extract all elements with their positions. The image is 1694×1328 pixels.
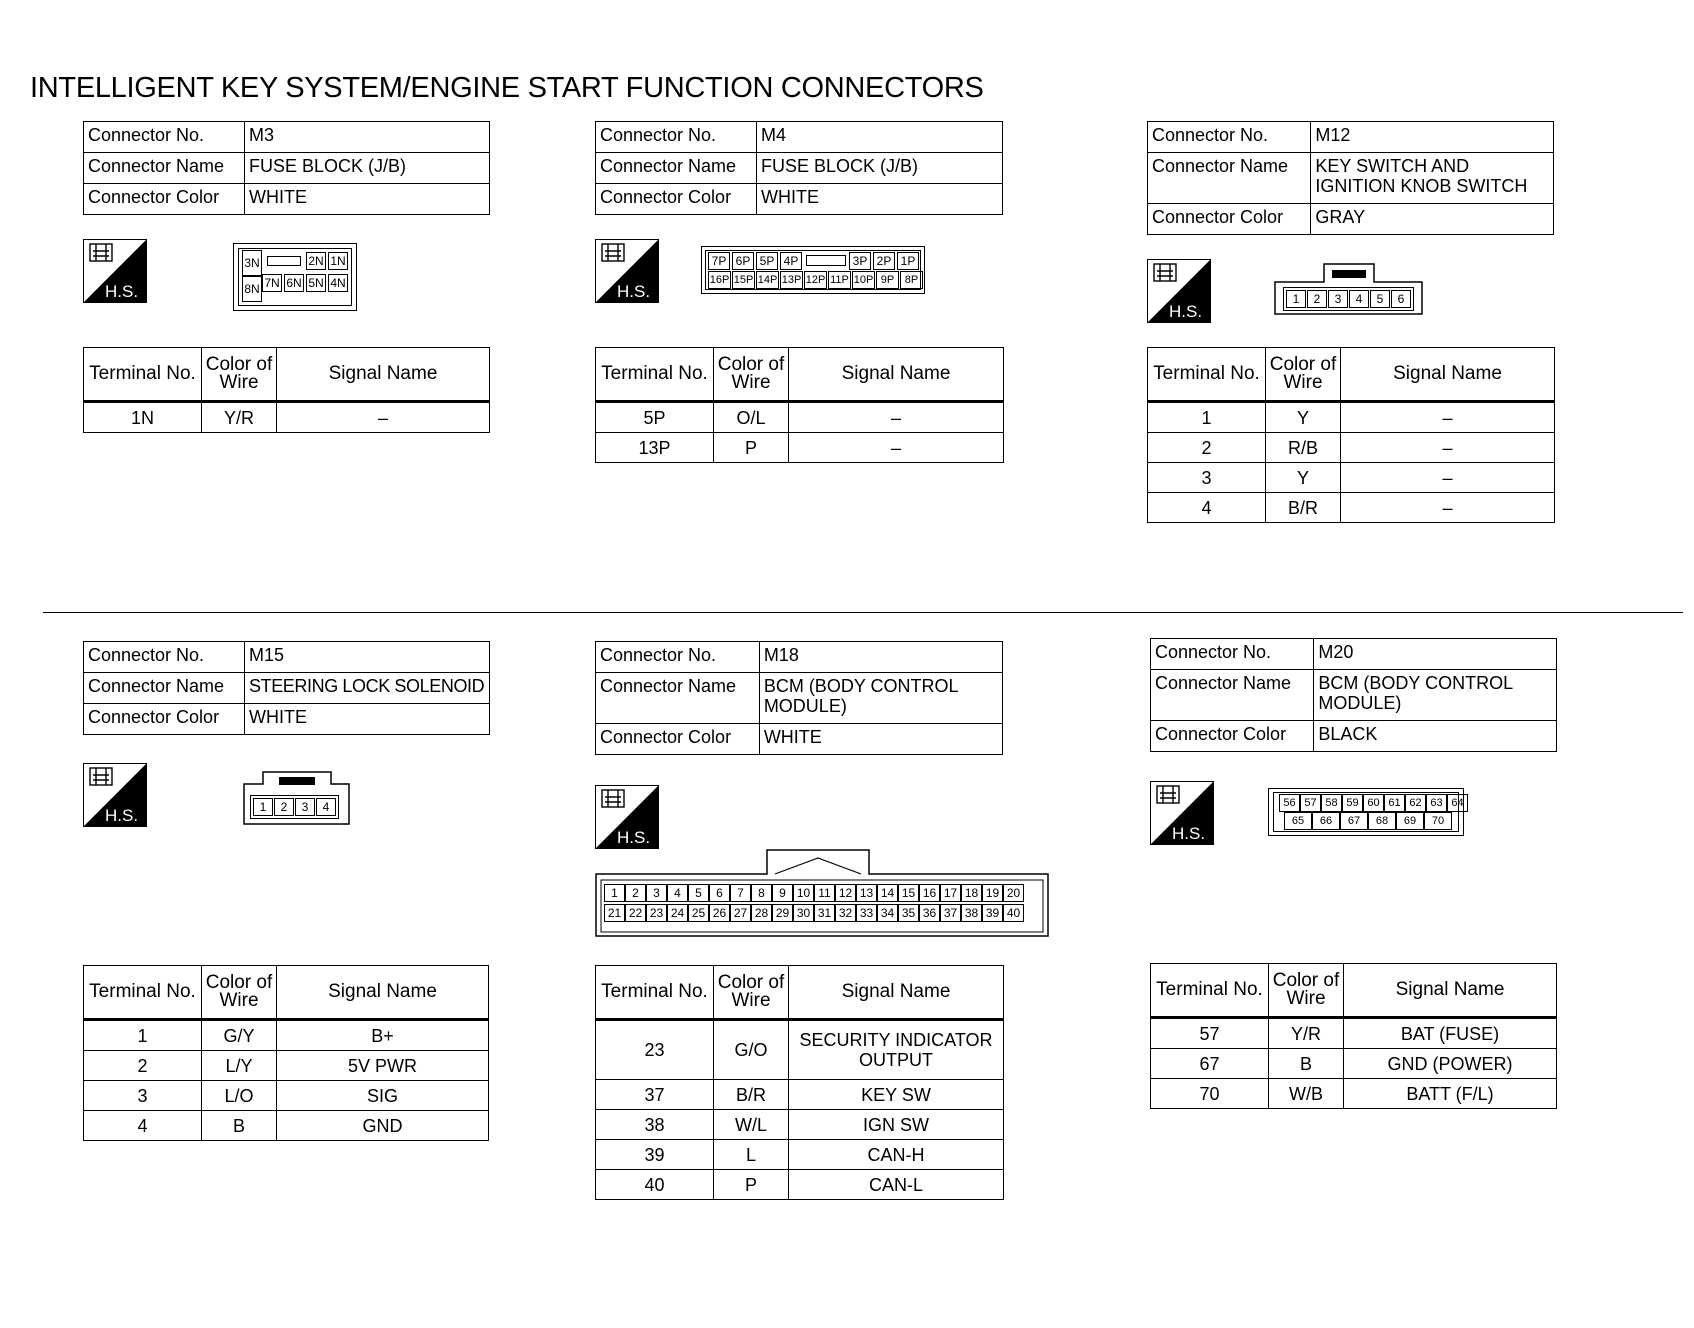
connector-color-label: Connector Color	[1148, 204, 1311, 235]
wire-color-header: Color of Wire	[714, 966, 789, 1020]
connector-name-value: FUSE BLOCK (J/B)	[757, 153, 1003, 184]
connector-color-value: WHITE	[245, 184, 490, 215]
pin: 3N	[242, 250, 262, 276]
signal-name: –	[277, 402, 490, 433]
pin-row-bottom	[1284, 812, 1452, 830]
connector-info-m20	[1150, 638, 1557, 752]
signal-name-header: Signal Name	[277, 348, 490, 402]
pin: 3	[295, 798, 315, 816]
pin: 13	[856, 884, 877, 902]
signal-name: BATT (F/L)	[1344, 1079, 1557, 1109]
latch	[806, 255, 846, 266]
terminal-no-header: Terminal No.	[84, 966, 202, 1020]
terminal-no: 4	[1148, 493, 1266, 523]
pin: 29	[772, 904, 793, 922]
hs-label: H.S.	[617, 828, 651, 847]
connector-name-value: BCM (BODY CONTROL MODULE)	[759, 673, 1002, 724]
harness-side-icon	[1150, 781, 1214, 845]
signal-name: BAT (FUSE)	[1344, 1018, 1557, 1049]
pin: 17	[940, 884, 961, 902]
pin-row-bottom	[708, 271, 923, 289]
pin: 4P	[780, 252, 802, 270]
pin: 9	[772, 884, 793, 902]
terminal-no-header: Terminal No.	[1148, 348, 1266, 402]
connector-face-m3	[233, 243, 357, 311]
signal-name: –	[1341, 463, 1555, 493]
terminal-no: 2	[84, 1051, 202, 1081]
connector-color-value: WHITE	[757, 184, 1003, 215]
table-row	[596, 1020, 1004, 1080]
signal-name: –	[1341, 433, 1555, 463]
pin: 59	[1342, 794, 1363, 812]
terminal-no-header: Terminal No.	[596, 348, 714, 402]
pin: 4	[316, 798, 336, 816]
wire-color: B/R	[1266, 493, 1341, 523]
signal-name: B+	[277, 1020, 489, 1051]
pin: 69	[1396, 812, 1424, 830]
harness-side-icon	[1147, 259, 1211, 323]
table-row	[1151, 1049, 1557, 1079]
connector-no-value: M18	[759, 642, 1002, 673]
pin: 2N	[306, 252, 326, 270]
terminal-no: 70	[1151, 1079, 1269, 1109]
wire-color: L/Y	[202, 1051, 277, 1081]
terminal-table-m18	[595, 965, 1004, 1200]
signal-name: GND	[277, 1111, 489, 1141]
terminal-no: 67	[1151, 1049, 1269, 1079]
connector-color-label: Connector Color	[596, 184, 757, 215]
pin: 5P	[756, 252, 778, 270]
pin: 60	[1363, 794, 1384, 812]
table-row	[1151, 1018, 1557, 1049]
connector-no-label: Connector No.	[84, 122, 245, 153]
connector-info-m3	[83, 121, 490, 215]
terminal-no: 38	[596, 1110, 714, 1140]
pin: 2	[274, 798, 294, 816]
signal-name: SIG	[277, 1081, 489, 1111]
pin: 6	[1391, 290, 1411, 308]
terminal-no-header: Terminal No.	[596, 966, 714, 1020]
pin: 10P	[852, 271, 875, 289]
pin: 66	[1312, 812, 1340, 830]
terminal-no: 3	[84, 1081, 202, 1111]
pin: 24	[667, 904, 688, 922]
connector-no-value: M3	[245, 122, 490, 153]
terminal-table-m15	[83, 965, 489, 1141]
connector-color-value: GRAY	[1311, 204, 1554, 235]
pin: 12	[835, 884, 856, 902]
table-row	[596, 1110, 1004, 1140]
terminal-table-m20	[1150, 963, 1557, 1109]
latch	[267, 256, 301, 266]
connector-no-value: M4	[757, 122, 1003, 153]
wire-color-header: Color of Wire	[714, 348, 789, 402]
signal-name: GND (POWER)	[1344, 1049, 1557, 1079]
wire-color: Y/R	[202, 402, 277, 433]
terminal-no: 13P	[596, 433, 714, 463]
pin: 11	[814, 884, 835, 902]
wire-color: L/O	[202, 1081, 277, 1111]
connector-color-value: BLACK	[1314, 721, 1557, 752]
connector-face-m20	[1268, 788, 1464, 836]
wire-color-header: Color of Wire	[202, 348, 277, 402]
terminal-no: 1	[1148, 402, 1266, 433]
pin: 35	[898, 904, 919, 922]
pin: 5	[688, 884, 709, 902]
connector-no-label: Connector No.	[84, 642, 245, 673]
wire-color: G/O	[714, 1020, 789, 1080]
table-row	[84, 1051, 489, 1081]
pin: 67	[1340, 812, 1368, 830]
pin: 6N	[284, 274, 304, 292]
harness-side-icon	[595, 239, 659, 303]
section-divider	[43, 612, 1683, 613]
harness-side-icon	[83, 763, 147, 827]
connector-name-value: KEY SWITCH AND IGNITION KNOB SWITCH	[1311, 153, 1554, 204]
terminal-no: 39	[596, 1140, 714, 1170]
signal-name: CAN-H	[789, 1140, 1004, 1170]
wire-color: Y	[1266, 463, 1341, 493]
pin: 7N	[262, 274, 282, 292]
wire-color: P	[714, 1170, 789, 1200]
terminal-no: 1N	[84, 402, 202, 433]
terminal-table-m4	[595, 347, 1004, 463]
hs-label: H.S.	[1169, 302, 1203, 321]
terminal-no-header: Terminal No.	[1151, 964, 1269, 1018]
table-row	[1148, 433, 1555, 463]
connector-name-value: FUSE BLOCK (J/B)	[245, 153, 490, 184]
signal-name: –	[789, 433, 1004, 463]
table-row	[596, 1140, 1004, 1170]
pin: 56	[1279, 794, 1300, 812]
connector-name-label: Connector Name	[596, 673, 760, 724]
connector-no-label: Connector No.	[1151, 639, 1314, 670]
wire-color-header: Color of Wire	[1266, 348, 1341, 402]
pin: 11P	[828, 271, 851, 289]
pin: 3	[1328, 290, 1348, 308]
connector-no-value: M12	[1311, 122, 1554, 153]
pin: 8	[751, 884, 772, 902]
connector-name-label: Connector Name	[596, 153, 757, 184]
table-row	[596, 402, 1004, 433]
wire-color: R/B	[1266, 433, 1341, 463]
pin: 1	[253, 798, 273, 816]
pin: 2	[625, 884, 646, 902]
terminal-table-m12	[1147, 347, 1555, 523]
connector-color-label: Connector Color	[84, 704, 245, 735]
pin: 15P	[732, 271, 755, 289]
connector-color-label: Connector Color	[596, 724, 760, 755]
pin: 70	[1424, 812, 1452, 830]
wire-color: B/R	[714, 1080, 789, 1110]
pin: 30	[793, 904, 814, 922]
pin: 1	[604, 884, 625, 902]
terminal-no: 37	[596, 1080, 714, 1110]
table-row	[1151, 1079, 1557, 1109]
signal-name: KEY SW	[789, 1080, 1004, 1110]
pin: 12P	[804, 271, 827, 289]
signal-name: CAN-L	[789, 1170, 1004, 1200]
pin: 14P	[756, 271, 779, 289]
pin: 33	[856, 904, 877, 922]
connector-no-value: M20	[1314, 639, 1557, 670]
hs-label: H.S.	[1172, 824, 1206, 843]
table-row	[84, 1111, 489, 1141]
signal-name-header: Signal Name	[789, 966, 1004, 1020]
pin: 7	[730, 884, 751, 902]
pin: 31	[814, 904, 835, 922]
pin: 13P	[780, 271, 803, 289]
terminal-no: 5P	[596, 402, 714, 433]
pin: 2	[1307, 290, 1327, 308]
wire-color: Y/R	[1269, 1018, 1344, 1049]
signal-name: –	[1341, 493, 1555, 523]
wire-color: G/Y	[202, 1020, 277, 1051]
terminal-no: 2	[1148, 433, 1266, 463]
terminal-no: 40	[596, 1170, 714, 1200]
connector-color-value: WHITE	[245, 704, 490, 735]
connector-face-m18	[604, 884, 1024, 922]
pin: 57	[1300, 794, 1321, 812]
terminal-no: 3	[1148, 463, 1266, 493]
connector-name-label: Connector Name	[1148, 153, 1311, 204]
wire-color: B	[1269, 1049, 1344, 1079]
pin: 15	[898, 884, 919, 902]
table-row	[1148, 402, 1555, 433]
hs-label: H.S.	[105, 806, 139, 825]
signal-name: 5V PWR	[277, 1051, 489, 1081]
connector-face-m15	[250, 795, 339, 819]
signal-name-header: Signal Name	[789, 348, 1004, 402]
pin: 64	[1447, 794, 1468, 812]
wire-color-header: Color of Wire	[202, 966, 277, 1020]
pin-row-top	[1279, 794, 1468, 812]
pin: 39	[982, 904, 1003, 922]
table-row	[596, 1080, 1004, 1110]
wire-color-header: Color of Wire	[1269, 964, 1344, 1018]
connector-no-label: Connector No.	[596, 122, 757, 153]
connector-name-label: Connector Name	[84, 153, 245, 184]
pin: 6P	[732, 252, 754, 270]
table-row	[1148, 463, 1555, 493]
connector-color-label: Connector Color	[84, 184, 245, 215]
pin: 1N	[328, 252, 348, 270]
terminal-table-m3	[83, 347, 490, 433]
connector-info-m15	[83, 641, 490, 735]
signal-name-header: Signal Name	[277, 966, 489, 1020]
wire-color: W/B	[1269, 1079, 1344, 1109]
pin: 7P	[708, 252, 730, 270]
connector-color-value: WHITE	[759, 724, 1002, 755]
signal-name: SECURITY INDICATOR OUTPUT	[789, 1020, 1004, 1080]
connector-info-m12	[1147, 121, 1554, 235]
pin: 34	[877, 904, 898, 922]
pin: 10	[793, 884, 814, 902]
table-row	[1148, 493, 1555, 523]
table-row	[84, 1081, 489, 1111]
pin: 4	[667, 884, 688, 902]
pin: 27	[730, 904, 751, 922]
connector-no-label: Connector No.	[1148, 122, 1311, 153]
pin: 1	[1286, 290, 1306, 308]
pin: 28	[751, 904, 772, 922]
connector-face-m12	[1283, 287, 1414, 311]
pin: 21	[604, 904, 625, 922]
connector-name-label: Connector Name	[84, 673, 245, 704]
connector-name-label: Connector Name	[1151, 670, 1314, 721]
pin: 16	[919, 884, 940, 902]
signal-name: –	[789, 402, 1004, 433]
pin: 6	[709, 884, 730, 902]
harness-side-icon	[83, 239, 147, 303]
pin: 5N	[306, 274, 326, 292]
pin: 9P	[876, 271, 899, 289]
harness-side-icon	[595, 785, 659, 849]
table-row	[84, 1020, 489, 1051]
connector-info-m4	[595, 121, 1003, 215]
terminal-no: 1	[84, 1020, 202, 1051]
wire-color: B	[202, 1111, 277, 1141]
terminal-no-header: Terminal No.	[84, 348, 202, 402]
connector-name-value: BCM (BODY CONTROL MODULE)	[1314, 670, 1557, 721]
pin: 16P	[708, 271, 731, 289]
pin: 62	[1405, 794, 1426, 812]
pin: 25	[688, 904, 709, 922]
pin: 8P	[900, 271, 923, 289]
pin: 8N	[242, 276, 262, 302]
signal-name: IGN SW	[789, 1110, 1004, 1140]
wire-color: Y	[1266, 402, 1341, 433]
terminal-no: 57	[1151, 1018, 1269, 1049]
pin: 38	[961, 904, 982, 922]
wire-color: O/L	[714, 402, 789, 433]
hs-label: H.S.	[105, 282, 139, 301]
terminal-no: 4	[84, 1111, 202, 1141]
page-title: INTELLIGENT KEY SYSTEM/ENGINE START FUNCTION CONNECTORS	[30, 72, 984, 104]
connector-name-value: STEERING LOCK SOLENOID	[245, 673, 490, 704]
wire-color: P	[714, 433, 789, 463]
pin: 14	[877, 884, 898, 902]
pin: 26	[709, 904, 730, 922]
signal-name-header: Signal Name	[1344, 964, 1557, 1018]
pin: 3	[646, 884, 667, 902]
pin: 65	[1284, 812, 1312, 830]
connector-face-m4	[701, 246, 925, 294]
pin: 32	[835, 904, 856, 922]
pin: 58	[1321, 794, 1342, 812]
pin: 4N	[328, 274, 348, 292]
pin: 63	[1426, 794, 1447, 812]
pin: 61	[1384, 794, 1405, 812]
pin: 68	[1368, 812, 1396, 830]
pin: 22	[625, 904, 646, 922]
pin: 1P	[897, 252, 919, 270]
wire-color: W/L	[714, 1110, 789, 1140]
pin: 37	[940, 904, 961, 922]
pin: 19	[982, 884, 1003, 902]
pin: 23	[646, 904, 667, 922]
wire-color: L	[714, 1140, 789, 1170]
table-row	[596, 433, 1004, 463]
pin: 4	[1349, 290, 1369, 308]
terminal-no: 23	[596, 1020, 714, 1080]
pin: 3P	[849, 252, 871, 270]
pin: 18	[961, 884, 982, 902]
table-row	[84, 402, 490, 433]
pin: 20	[1003, 884, 1024, 902]
connector-no-label: Connector No.	[596, 642, 760, 673]
connector-color-label: Connector Color	[1151, 721, 1314, 752]
signal-name-header: Signal Name	[1341, 348, 1555, 402]
signal-name: –	[1341, 402, 1555, 433]
pin: 2P	[873, 252, 895, 270]
connector-info-m18	[595, 641, 1003, 755]
pin: 5	[1370, 290, 1390, 308]
hs-label: H.S.	[617, 282, 651, 301]
pin: 40	[1003, 904, 1024, 922]
pin: 36	[919, 904, 940, 922]
table-row	[596, 1170, 1004, 1200]
connector-no-value: M15	[245, 642, 490, 673]
